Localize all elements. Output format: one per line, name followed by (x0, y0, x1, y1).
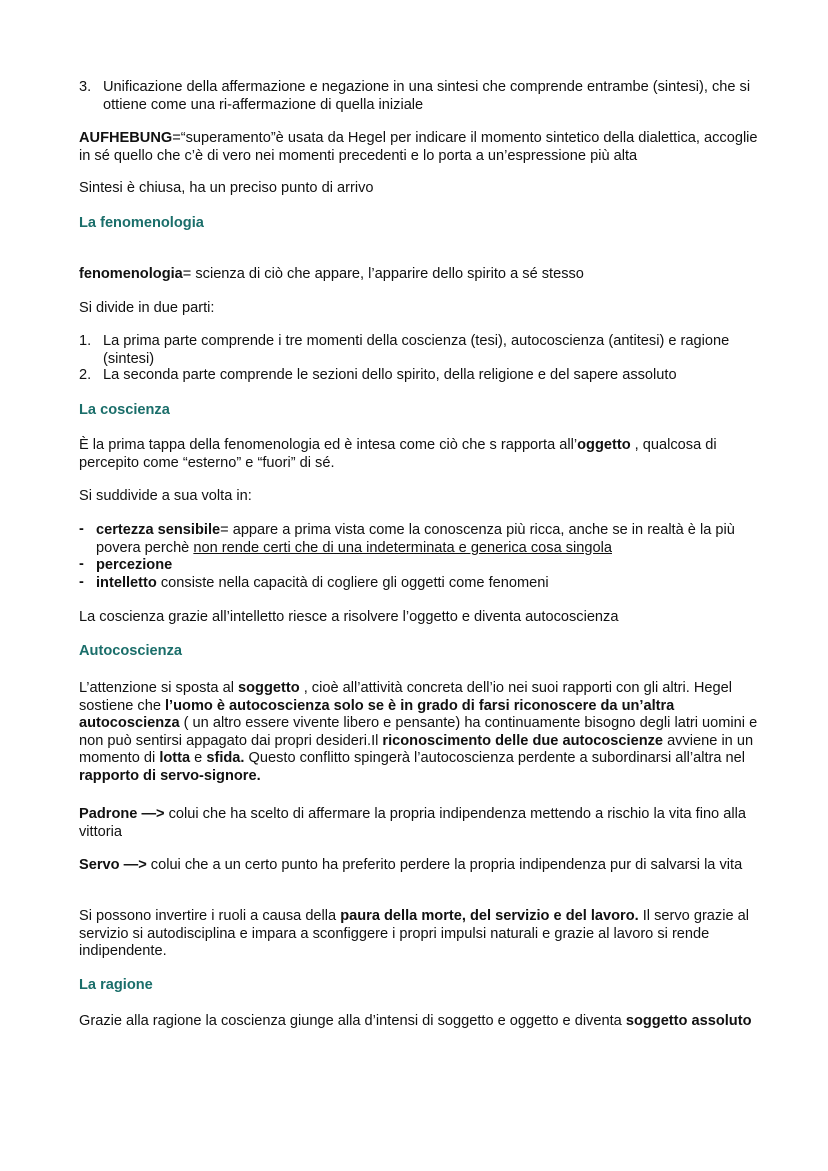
divide-paragraph: Si divide in due parti: (79, 300, 215, 316)
list-text: La seconda parte comprende le sezioni dello spirito, della religione e del sapere assoluto (103, 367, 677, 383)
aufhebung-paragraph: AUFHEBUNG=“superamento”è usata da Hegel per indicare il momento sintetico della dialettica, accoglie in sé quello che c’è di vero nei momenti precedenti e lo porta a un’espressione più alta (79, 130, 758, 164)
list-number: 3. (79, 79, 92, 95)
fenomenologia-definition: fenomenologia= scienza di ciò che appare, l’apparire dello spirito a sé stesso (79, 266, 584, 282)
heading-coscienza: La coscienza (79, 402, 170, 418)
list-item-3 (79, 79, 759, 114)
list-text: Unificazione della affermazione e negazione in una sintesi che comprende entrambe (sintesi), che si ottiene come una ri-affermazione di quella iniziale (103, 79, 751, 113)
list-item-1 (79, 333, 759, 368)
ruoli-paragraph: Si possono invertire i ruoli a causa della paura della morte, del servizio e del lavoro. Il servo grazie al servizio si autodisciplina e impara a sconfiggere i propri impulsi naturali e grazie al lavoro si rende indipendente. (79, 908, 749, 960)
suddivide-paragraph: Si suddivide a sua volta in: (79, 488, 252, 504)
ragione-paragraph: Grazie alla ragione la coscienza giunge alla d’intensi di soggetto e oggetto e diventa soggetto assoluto (79, 1013, 752, 1029)
list-item-2 (79, 367, 759, 385)
dash-bullet: - (79, 521, 84, 537)
bullet-certezza-sensibile: - certezza sensibile= appare a prima vista come la conoscenza più ricca, anche se in realtà è la più povera perchè non rende certi che di una indeterminata e generica cosa singola (79, 521, 735, 556)
padrone-paragraph: Padrone —> colui che ha scelto di affermare la propria indipendenza mettendo a rischio la vita fino alla vittoria (79, 806, 746, 840)
heading-fenomenologia: La fenomenologia (79, 215, 204, 231)
servo-paragraph: Servo —> colui che a un certo punto ha preferito perdere la propria indipendenza pur di salvarsi la vita (79, 857, 743, 873)
sintesi-paragraph: Sintesi è chiusa, ha un preciso punto di arrivo (79, 180, 374, 196)
list-number: 2. (79, 367, 92, 383)
dash-bullet: - (79, 556, 84, 572)
heading-autocoscienza: Autocoscienza (79, 643, 182, 659)
aufhebung-term: AUFHEBUNG (79, 130, 173, 146)
dash-bullet: - (79, 574, 84, 590)
coscienza-paragraph: È la prima tappa della fenomenologia ed è intesa come ciò che s rapporta all’oggetto , qualcosa di percepito come “esterno” e “fuori” di sé. (79, 437, 717, 471)
heading-ragione: La ragione (79, 977, 153, 993)
list-text: La prima parte comprende i tre momenti della coscienza (tesi), autocoscienza (antitesi) e ragione (sintesi) (103, 333, 730, 367)
autocoscienza-paragraph: L’attenzione si sposta al soggetto , cioè all’attività concreta dell’io nei suoi rapporti con gli altri. Hegel sostiene che l’uomo è autocoscienza solo se è in grado di farsi riconoscere da un’altra autocoscienza ( un altro essere vivente libero e pensante) ha continuamente bisogno degli latri uomini e non può sentirsi appagato dai propri desideri.Il riconoscimento delle due autocoscienze avviene in un momento di lotta e sfida. Questo conflitto spingerà l’autocoscienza perdente a subordinarsi all’altra nel rapporto di servo-signore. (79, 680, 758, 784)
coscienza-closing: La coscienza grazie all’intelletto riesce a risolvere l’oggetto e diventa autocoscienza (79, 609, 619, 625)
bullet-intelletto: - intelletto consiste nella capacità di cogliere gli oggetti come fenomeni (79, 574, 549, 591)
list-number: 1. (79, 333, 92, 349)
bullet-percezione: - percezione (79, 556, 173, 573)
